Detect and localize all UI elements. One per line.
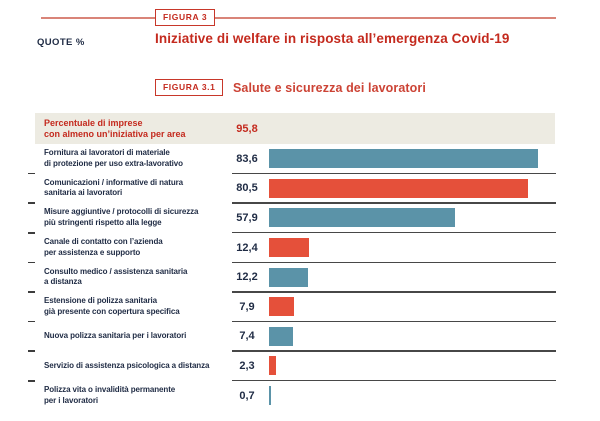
row-value: 83,6 xyxy=(236,152,258,165)
bar-track xyxy=(269,356,555,375)
bar-track xyxy=(269,208,555,227)
bar-row xyxy=(35,292,555,322)
row-bar xyxy=(269,149,538,168)
row-tick xyxy=(28,173,35,175)
row-label: Polizza vita o invalidità permanente per i lavoratori xyxy=(44,385,176,405)
bar-row xyxy=(35,203,555,233)
bar-track xyxy=(269,149,555,168)
figure-3-tag: FIGURA 3 xyxy=(155,9,215,26)
row-value: 12,4 xyxy=(236,241,258,254)
bar-row xyxy=(35,233,555,263)
bar-track xyxy=(269,268,555,287)
row-tick xyxy=(28,232,35,234)
row-tick xyxy=(28,321,35,323)
summary-row-label xyxy=(35,118,228,140)
row-bar xyxy=(269,179,528,198)
summary-label-line1: Percentuale di imprese xyxy=(44,117,143,128)
bar-track xyxy=(269,327,555,346)
row-label: Fornitura ai lavoratori di materiale di protezione per uso extra-lavorativo xyxy=(44,148,183,168)
row-value: 57,9 xyxy=(236,211,258,224)
chart-rows xyxy=(35,144,555,410)
figure-3-1-tag: FIGURA 3.1 xyxy=(155,79,223,96)
bar-row xyxy=(35,322,555,352)
row-label: Estensione di polizza sanitaria già presente con copertura specifica xyxy=(44,296,180,316)
row-bar xyxy=(269,327,293,346)
row-tick xyxy=(28,350,35,352)
figure-divider-rule xyxy=(41,17,556,19)
row-bar xyxy=(269,268,308,287)
row-tick xyxy=(28,262,35,264)
row-label: Misure aggiuntive / protocolli di sicurezza più stringenti rispetto alla legge xyxy=(44,207,199,227)
row-label: Servizio di assistenza psicologica a distanza xyxy=(44,360,210,370)
row-label: Nuova polizza sanitaria per i lavoratori xyxy=(44,331,187,341)
bar-row xyxy=(35,144,555,174)
quote-percent-label: QUOTE % xyxy=(37,37,85,48)
row-label: Comunicazioni / informative di natura sanitaria ai lavoratori xyxy=(44,177,183,198)
chart-summary-row xyxy=(35,113,555,144)
row-tick xyxy=(28,291,35,293)
bar-track xyxy=(269,386,555,405)
bar-track xyxy=(269,238,555,257)
row-value: 7,4 xyxy=(239,330,255,343)
bar-row xyxy=(35,351,555,381)
row-label: Canale di contatto con l’azienda per assistenza e supporto xyxy=(44,237,163,257)
bar-track xyxy=(269,297,555,316)
row-tick xyxy=(28,380,35,382)
figure-title: Iniziative di welfare in risposta all’emergenza Covid-19 xyxy=(155,31,510,46)
row-value: 7,9 xyxy=(239,300,255,313)
bar-track xyxy=(269,179,555,198)
row-value: 12,2 xyxy=(236,271,258,284)
row-bar xyxy=(269,238,309,257)
bar-chart xyxy=(35,113,555,410)
row-bar xyxy=(269,386,271,405)
row-tick xyxy=(28,202,35,204)
row-bar xyxy=(269,356,276,375)
row-value: 2,3 xyxy=(239,359,255,372)
figure-3-1-title: Salute e sicurezza dei lavoratori xyxy=(233,81,426,95)
row-label: Consulto medico / assistenza sanitaria a distanza xyxy=(44,266,188,287)
summary-row-value: 95,8 xyxy=(236,122,258,135)
summary-label-line2: con almeno un’iniziativa per area xyxy=(44,128,186,139)
row-value: 80,5 xyxy=(236,182,258,195)
bar-row xyxy=(35,381,555,411)
bar-row xyxy=(35,262,555,292)
row-value: 0,7 xyxy=(239,389,255,402)
row-bar xyxy=(269,297,294,316)
row-bar xyxy=(269,208,455,227)
bar-row xyxy=(35,174,555,204)
